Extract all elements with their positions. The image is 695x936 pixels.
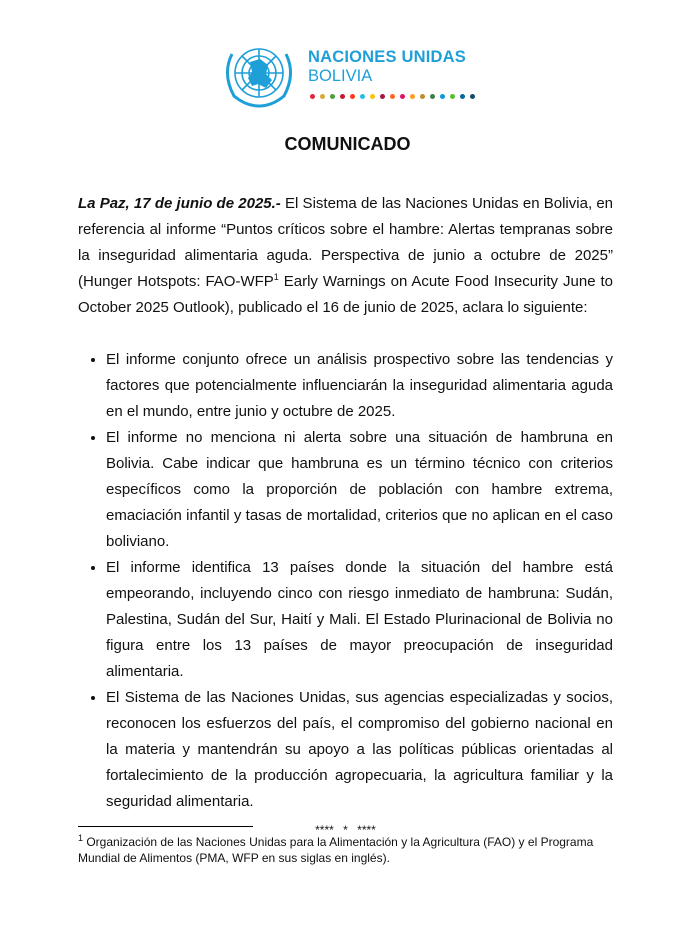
sdg-dot [310,94,315,99]
sdg-dot [400,94,405,99]
sdg-dot [360,94,365,99]
list-item: • El informe conjunto ofrece un análisis prospectivo sobre las tendencias y factores que potencialmente influenciarán la inseguridad alimentaria aguda en el mundo, entre junio y octubre de 2025. [106,347,613,425]
sdg-dot [420,94,425,99]
sdg-dot [350,94,355,99]
un-bolivia-logo [220,40,480,108]
sdg-dot [430,94,435,99]
document-body [78,191,613,843]
intro-lead: La Paz, 17 de junio de 2025.- [78,195,281,212]
sdg-dot [330,94,335,99]
closing-separator: **** * **** [315,823,376,837]
footnote-text: Organización de las Naciones Unidas para la Alimentación y la Agricultura (FAO) y el Programa Mundial de Alimentos (PMA, WFP en sus siglas en inglés). [78,835,594,865]
sdg-dot [320,94,325,99]
footnote-divider [78,826,253,827]
footnote-mark: 1 [78,833,84,843]
un-emblem-icon [220,40,298,110]
sdg-dot [380,94,385,99]
footnote-ref: 1 [273,272,279,282]
sdg-dot [440,94,445,99]
sdg-dot [390,94,395,99]
sdg-color-dots [310,94,475,99]
bullet-list [78,347,613,815]
intro-text-a: El Sistema de las Naciones Unidas en Bolivia, en referencia al informe “Puntos críticos sobre el hambre: Alertas tempranas sobre la inseguridad alimentaria aguda. Perspectiva de junio a octubre de 2025” (Hunger Hotspots: FAO-WFP [78,195,613,290]
list-item: • El Sistema de las Naciones Unidas, sus agencias especializadas y socios, reconocen los esfuerzos del país, el compromiso del gobierno nacional en la materia y mantendrán su apoyo a las políticas públicas orientadas al fortalecimiento de la producción agropecuaria, la agricultura familiar y la seguridad alimentaria. [106,685,613,815]
sdg-dot [370,94,375,99]
list-item: • El informe no menciona ni alerta sobre una situación de hambruna en Bolivia. Cabe indicar que hambruna es un término técnico con criterios específicos como la proporción de población con hambre extrema, emaciación infantil y tasas de mortalidad, criterios que no aplican en el caso boliviano. [106,425,613,555]
sdg-dot [340,94,345,99]
org-name: NACIONES UNIDAS [308,48,466,66]
sdg-dot [460,94,465,99]
sdg-dot [470,94,475,99]
sdg-dot [450,94,455,99]
list-item: • El informe identifica 13 países donde la situación del hambre está empeorando, incluyendo cinco con riesgo inmediato de hambruna: Sudán, Palestina, Sudán del Sur, Haití y Mali. El Estado Plurinacional de Bolivia no figura entre los 13 países de mayor preocupación de inseguridad alimentaria. [106,555,613,685]
page-title: COMUNICADO [284,134,411,154]
sdg-dot [410,94,415,99]
footnote [78,834,638,866]
intro-paragraph [78,191,613,321]
org-country: BOLIVIA [308,67,373,85]
intro-text-b: Early Warnings on Acute Food Insecurity June to October 2025 Outlook), publicado el 16 de junio de 2025, aclara lo siguiente: [78,273,613,316]
